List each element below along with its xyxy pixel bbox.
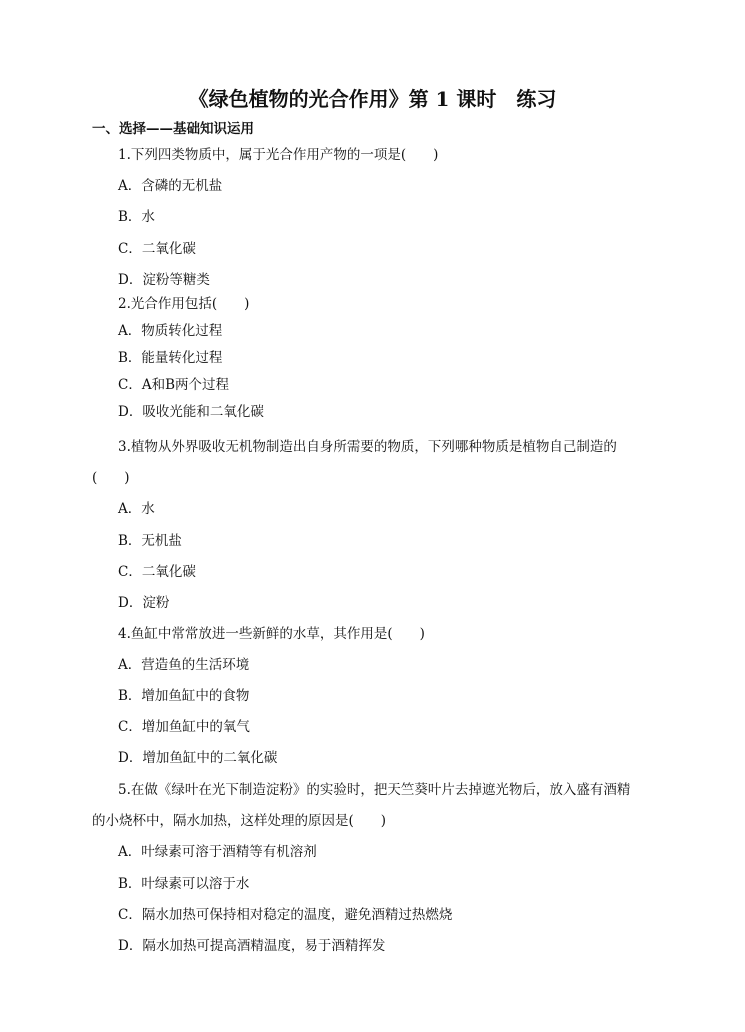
question-4-option-d: D．增加鱼缸中的二氧化碳 [118, 750, 278, 766]
question-5-stem: 5.在做《绿叶在光下制造淀粉》的实验时，把天竺葵叶片去掉遮光物后，放入盛有酒精 [118, 782, 631, 798]
question-2-stem: 2.光合作用包括( ) [118, 296, 250, 312]
question-3-option-d: D．淀粉 [118, 595, 170, 611]
question-2-option-c: C．A和B两个过程 [118, 377, 229, 393]
question-3-option-a: A．水 [118, 501, 155, 517]
question-4-stem: 4.鱼缸中常常放进一些新鲜的水草，其作用是( ) [118, 626, 425, 642]
question-4-option-a: A．营造鱼的生活环境 [118, 657, 250, 673]
page-title: 《绿色植物的光合作用》第 1 课时 练习 [188, 87, 557, 111]
question-5-option-d: D．隔水加热可提高酒精温度，易于酒精挥发 [118, 938, 386, 954]
question-2-option-d: D．吸收光能和二氧化碳 [118, 404, 264, 420]
question-5-stem-continuation: 的小烧杯中，隔水加热，这样处理的原因是( ) [92, 813, 387, 829]
question-3-option-b: B．无机盐 [118, 533, 182, 549]
question-3-stem-continuation: ( ) [92, 470, 130, 486]
question-1-option-a: A．含磷的无机盐 [118, 178, 223, 194]
question-4-option-c: C．增加鱼缸中的氧气 [118, 719, 250, 735]
question-5-option-a: A．叶绿素可溶于酒精等有机溶剂 [118, 844, 317, 860]
question-5-option-b: B．叶绿素可以溶于水 [118, 876, 250, 892]
question-1-stem: 1.下列四类物质中，属于光合作用产物的一项是( ) [118, 147, 439, 163]
question-3-stem: 3.植物从外界吸收无机物制造出自身所需要的物质，下列哪种物质是植物自己制造的 [118, 439, 617, 455]
question-1-option-d: D．淀粉等糖类 [118, 272, 210, 288]
question-1-option-b: B．水 [118, 209, 155, 225]
question-5-option-c: C．隔水加热可保持相对稳定的温度，避免酒精过热燃烧 [118, 907, 453, 923]
question-4-option-b: B．增加鱼缸中的食物 [118, 688, 250, 704]
question-2-option-b: B．能量转化过程 [118, 350, 223, 366]
question-2-option-a: A．物质转化过程 [118, 323, 223, 339]
section-heading: 一、选择——基础知识运用 [92, 121, 254, 137]
question-3-option-c: C．二氧化碳 [118, 564, 196, 580]
question-1-option-c: C．二氧化碳 [118, 241, 196, 257]
